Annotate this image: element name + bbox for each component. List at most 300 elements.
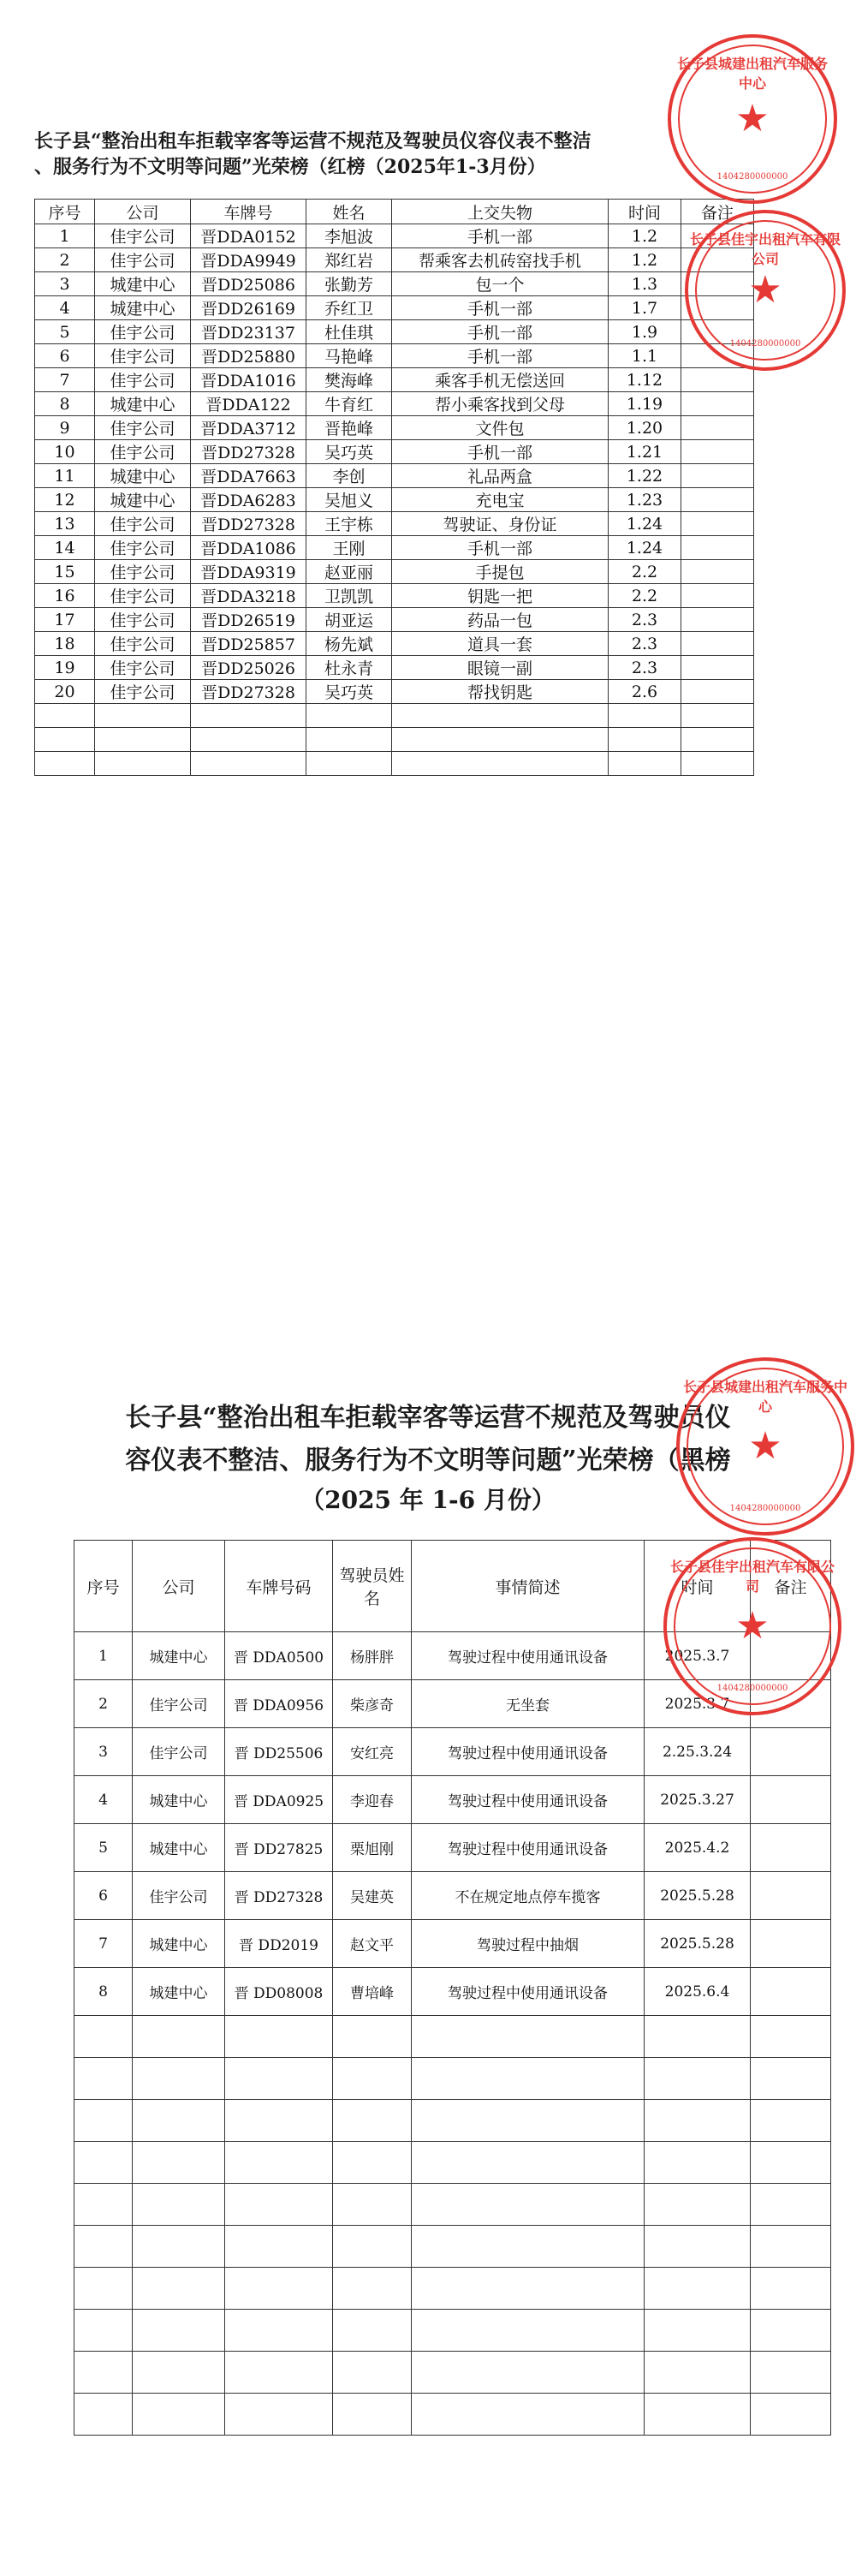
cell-detail: 充电宝 bbox=[392, 488, 609, 512]
cell-remark bbox=[751, 1728, 831, 1776]
header-item: 上交失物 bbox=[392, 200, 609, 224]
empty-cell bbox=[645, 2100, 751, 2142]
empty-cell bbox=[333, 2184, 412, 2226]
empty-cell bbox=[751, 2226, 831, 2268]
table-row bbox=[35, 320, 754, 344]
empty-cell bbox=[225, 2058, 333, 2100]
cell-index: 6 bbox=[74, 1872, 133, 1920]
header-company: 公司 bbox=[133, 1541, 225, 1632]
empty-cell bbox=[412, 2352, 645, 2394]
empty-cell bbox=[74, 2394, 133, 2436]
cell-name: 李创 bbox=[306, 464, 392, 488]
cell-date: 1.21 bbox=[609, 440, 681, 464]
cell-index: 5 bbox=[35, 320, 95, 344]
empty-table-row bbox=[74, 2058, 831, 2100]
cell-plate: 晋 DD27328 bbox=[225, 1872, 333, 1920]
empty-cell bbox=[645, 2226, 751, 2268]
table-row bbox=[35, 344, 754, 368]
table-row bbox=[35, 416, 754, 440]
table-row bbox=[35, 488, 754, 512]
cell-remark bbox=[681, 632, 754, 656]
cell-index: 6 bbox=[35, 344, 95, 368]
cell-detail: 手提包 bbox=[392, 560, 609, 584]
header-index: 序号 bbox=[74, 1541, 133, 1632]
cell-plate: 晋DD25880 bbox=[191, 344, 306, 368]
cell-name: 赵文平 bbox=[333, 1920, 412, 1968]
empty-cell bbox=[74, 2310, 133, 2352]
table-row bbox=[74, 1872, 831, 1920]
empty-cell bbox=[412, 2394, 645, 2436]
cell-detail: 手机一部 bbox=[392, 296, 609, 320]
empty-cell bbox=[133, 2016, 225, 2058]
empty-cell bbox=[225, 2310, 333, 2352]
empty-cell bbox=[35, 704, 95, 728]
stamp-number: 1404280000000 bbox=[729, 1504, 801, 1513]
empty-cell bbox=[191, 728, 306, 752]
cell-company: 佳宇公司 bbox=[133, 1680, 225, 1728]
cell-index: 1 bbox=[35, 224, 95, 248]
black-list-title-line1: 长子县“整治出租车拒载宰客等运营不规范及驾驶员仪 bbox=[125, 1403, 731, 1433]
empty-cell bbox=[133, 2226, 225, 2268]
empty-cell bbox=[225, 2142, 333, 2184]
cell-company: 城建中心 bbox=[95, 488, 191, 512]
empty-cell bbox=[133, 2268, 225, 2310]
empty-table-row bbox=[35, 752, 754, 776]
empty-table-row bbox=[74, 2016, 831, 2058]
cell-index: 2 bbox=[35, 248, 95, 272]
cell-name: 赵亚丽 bbox=[306, 560, 392, 584]
cell-company: 城建中心 bbox=[95, 464, 191, 488]
empty-cell bbox=[133, 2142, 225, 2184]
cell-plate: 晋 DD25506 bbox=[225, 1728, 333, 1776]
table-row bbox=[74, 1968, 831, 2016]
cell-name: 杜永青 bbox=[306, 656, 392, 680]
cell-index: 4 bbox=[74, 1776, 133, 1824]
red-list-title-line1: 长子县“整治出租车拒载宰客等运营不规范及驾驶员仪容仪表不整洁 bbox=[34, 130, 591, 152]
table-row bbox=[35, 248, 754, 272]
cell-plate: 晋DDA1016 bbox=[191, 368, 306, 392]
table-header-row bbox=[35, 200, 754, 224]
cell-date: 2025.6.4 bbox=[645, 1968, 751, 2016]
cell-plate: 晋 DD08008 bbox=[225, 1968, 333, 2016]
cell-company: 佳宇公司 bbox=[95, 584, 191, 608]
empty-cell bbox=[95, 704, 191, 728]
cell-index: 2 bbox=[74, 1680, 133, 1728]
cell-date: 2.2 bbox=[609, 584, 681, 608]
cell-plate: 晋DD23137 bbox=[191, 320, 306, 344]
header-index: 序号 bbox=[35, 200, 95, 224]
empty-cell bbox=[645, 2058, 751, 2100]
empty-cell bbox=[412, 2100, 645, 2142]
empty-table-row bbox=[74, 2268, 831, 2310]
table-row bbox=[35, 632, 754, 656]
cell-company: 佳宇公司 bbox=[95, 536, 191, 560]
empty-cell bbox=[225, 2394, 333, 2436]
empty-cell bbox=[412, 2142, 645, 2184]
cell-plate: 晋 DDA0500 bbox=[225, 1632, 333, 1680]
empty-cell bbox=[225, 2268, 333, 2310]
cell-date: 1.19 bbox=[609, 392, 681, 416]
empty-cell bbox=[412, 2184, 645, 2226]
cell-name: 王宇栋 bbox=[306, 512, 392, 536]
cell-detail: 手机一部 bbox=[392, 536, 609, 560]
empty-cell bbox=[225, 2352, 333, 2394]
empty-cell bbox=[133, 2310, 225, 2352]
cell-company: 城建中心 bbox=[95, 392, 191, 416]
cell-company: 佳宇公司 bbox=[95, 320, 191, 344]
empty-table-row bbox=[74, 2310, 831, 2352]
table-row bbox=[74, 1920, 831, 1968]
stamp-text: 长子县佳宇出租汽车有限公司 bbox=[669, 1559, 835, 1595]
empty-cell bbox=[191, 752, 306, 776]
empty-cell bbox=[751, 2394, 831, 2436]
table-row bbox=[35, 272, 754, 296]
cell-detail: 驾驶证、身份证 bbox=[392, 512, 609, 536]
cell-detail: 驾驶过程中使用通讯设备 bbox=[412, 1824, 645, 1872]
cell-index: 14 bbox=[35, 536, 95, 560]
cell-date: 2.3 bbox=[609, 632, 681, 656]
cell-name: 曹培峰 bbox=[333, 1968, 412, 2016]
cell-plate: 晋DD27328 bbox=[191, 440, 306, 464]
cell-date: 2025.3.7 bbox=[645, 1632, 751, 1680]
table-row bbox=[35, 536, 754, 560]
cell-name: 王刚 bbox=[306, 536, 392, 560]
cell-detail: 帮找钥匙 bbox=[392, 680, 609, 704]
cell-index: 7 bbox=[35, 368, 95, 392]
cell-index: 20 bbox=[35, 680, 95, 704]
table-row bbox=[35, 464, 754, 488]
empty-cell bbox=[751, 2352, 831, 2394]
header-company: 公司 bbox=[95, 200, 191, 224]
stamp-number: 1404280000000 bbox=[729, 339, 801, 349]
company-seal-stamp bbox=[663, 1537, 841, 1715]
cell-remark bbox=[681, 512, 754, 536]
cell-detail: 帮小乘客找到父母 bbox=[392, 392, 609, 416]
cell-plate: 晋 DD2019 bbox=[225, 1920, 333, 1968]
empty-cell bbox=[609, 752, 681, 776]
cell-plate: 晋 DDA0925 bbox=[225, 1776, 333, 1824]
empty-cell bbox=[191, 704, 306, 728]
stamp-number: 1404280000000 bbox=[716, 172, 788, 182]
empty-cell bbox=[751, 2268, 831, 2310]
header-name: 姓名 bbox=[306, 200, 392, 224]
cell-index: 7 bbox=[74, 1920, 133, 1968]
cell-remark bbox=[681, 440, 754, 464]
cell-index: 4 bbox=[35, 296, 95, 320]
cell-index: 3 bbox=[74, 1728, 133, 1776]
empty-cell bbox=[392, 704, 609, 728]
empty-cell bbox=[751, 2310, 831, 2352]
empty-cell bbox=[333, 2352, 412, 2394]
empty-cell bbox=[74, 2058, 133, 2100]
cell-plate: 晋DD26519 bbox=[191, 608, 306, 632]
cell-detail: 手机一部 bbox=[392, 440, 609, 464]
cell-index: 10 bbox=[35, 440, 95, 464]
cell-detail: 乘客手机无偿送回 bbox=[392, 368, 609, 392]
table-row bbox=[35, 560, 754, 584]
cell-company: 佳宇公司 bbox=[95, 416, 191, 440]
empty-cell bbox=[95, 752, 191, 776]
cell-company: 城建中心 bbox=[133, 1920, 225, 1968]
cell-name: 栗旭刚 bbox=[333, 1824, 412, 1872]
empty-cell bbox=[333, 2142, 412, 2184]
cell-plate: 晋 DDA0956 bbox=[225, 1680, 333, 1728]
empty-cell bbox=[225, 2184, 333, 2226]
cell-company: 城建中心 bbox=[95, 272, 191, 296]
cell-name: 张勤芳 bbox=[306, 272, 392, 296]
cell-date: 1.9 bbox=[609, 320, 681, 344]
empty-cell bbox=[392, 728, 609, 752]
cell-date: 2.3 bbox=[609, 608, 681, 632]
empty-cell bbox=[681, 752, 754, 776]
cell-plate: 晋DDA122 bbox=[191, 392, 306, 416]
cell-date: 1.24 bbox=[609, 536, 681, 560]
company-seal-stamp bbox=[668, 34, 837, 204]
cell-remark bbox=[681, 488, 754, 512]
empty-cell bbox=[412, 2016, 645, 2058]
cell-detail: 包一个 bbox=[392, 272, 609, 296]
cell-name: 晋艳峰 bbox=[306, 416, 392, 440]
cell-index: 8 bbox=[74, 1968, 133, 2016]
empty-table-row bbox=[74, 2226, 831, 2268]
cell-date: 2.2 bbox=[609, 560, 681, 584]
black-list-title-line3: （2025 年 1-6 月份） bbox=[300, 1486, 556, 1514]
cell-plate: 晋DD27328 bbox=[191, 512, 306, 536]
empty-cell bbox=[751, 2100, 831, 2142]
table-row bbox=[74, 1728, 831, 1776]
table-row bbox=[35, 296, 754, 320]
cell-detail: 驾驶过程中使用通讯设备 bbox=[412, 1632, 645, 1680]
cell-company: 佳宇公司 bbox=[133, 1872, 225, 1920]
star-icon: ★ bbox=[735, 97, 770, 140]
empty-cell bbox=[225, 2016, 333, 2058]
empty-cell bbox=[333, 2268, 412, 2310]
cell-name: 郑红岩 bbox=[306, 248, 392, 272]
cell-date: 1.20 bbox=[609, 416, 681, 440]
empty-cell bbox=[645, 2310, 751, 2352]
empty-cell bbox=[333, 2226, 412, 2268]
empty-cell bbox=[609, 728, 681, 752]
cell-remark bbox=[751, 1872, 831, 1920]
cell-index: 13 bbox=[35, 512, 95, 536]
cell-index: 11 bbox=[35, 464, 95, 488]
empty-cell bbox=[333, 2016, 412, 2058]
black-list-title-line2: 容仪表不整洁、服务行为不文明等问题”光荣榜（黑榜 bbox=[125, 1446, 731, 1476]
empty-cell bbox=[751, 2142, 831, 2184]
header-plate: 车牌号码 bbox=[225, 1541, 333, 1632]
company-seal-stamp bbox=[685, 210, 846, 371]
cell-name: 吴旭义 bbox=[306, 488, 392, 512]
cell-name: 吴巧英 bbox=[306, 440, 392, 464]
cell-plate: 晋DD25857 bbox=[191, 632, 306, 656]
cell-plate: 晋DD25026 bbox=[191, 656, 306, 680]
empty-cell bbox=[412, 2310, 645, 2352]
cell-plate: 晋DDA6283 bbox=[191, 488, 306, 512]
cell-plate: 晋DDA1086 bbox=[191, 536, 306, 560]
cell-detail: 礼品两盒 bbox=[392, 464, 609, 488]
cell-plate: 晋DD27328 bbox=[191, 680, 306, 704]
cell-date: 1.3 bbox=[609, 272, 681, 296]
empty-cell bbox=[306, 704, 392, 728]
empty-cell bbox=[74, 2016, 133, 2058]
empty-cell bbox=[412, 2268, 645, 2310]
cell-name: 杨先斌 bbox=[306, 632, 392, 656]
cell-name: 马艳峰 bbox=[306, 344, 392, 368]
cell-remark bbox=[681, 656, 754, 680]
cell-name: 樊海峰 bbox=[306, 368, 392, 392]
cell-company: 城建中心 bbox=[95, 296, 191, 320]
cell-company: 佳宇公司 bbox=[95, 512, 191, 536]
empty-table-row bbox=[74, 2142, 831, 2184]
cell-date: 1.7 bbox=[609, 296, 681, 320]
cell-date: 1.12 bbox=[609, 368, 681, 392]
cell-company: 佳宇公司 bbox=[95, 344, 191, 368]
table-row bbox=[35, 392, 754, 416]
cell-index: 17 bbox=[35, 608, 95, 632]
cell-remark bbox=[681, 416, 754, 440]
cell-date: 2025.5.28 bbox=[645, 1920, 751, 1968]
header-date: 时间 bbox=[645, 1541, 751, 1632]
cell-remark bbox=[681, 680, 754, 704]
table-row bbox=[35, 608, 754, 632]
cell-name: 吴建英 bbox=[333, 1872, 412, 1920]
empty-cell bbox=[74, 2184, 133, 2226]
cell-remark bbox=[751, 1920, 831, 1968]
cell-detail: 手机一部 bbox=[392, 224, 609, 248]
empty-cell bbox=[74, 2142, 133, 2184]
star-icon: ★ bbox=[748, 1424, 782, 1468]
table-row bbox=[35, 656, 754, 680]
empty-cell bbox=[645, 2142, 751, 2184]
cell-remark bbox=[681, 464, 754, 488]
cell-plate: 晋DDA9949 bbox=[191, 248, 306, 272]
empty-cell bbox=[645, 2016, 751, 2058]
empty-table-row bbox=[35, 704, 754, 728]
cell-detail: 驾驶过程中使用通讯设备 bbox=[412, 1776, 645, 1824]
table-row bbox=[35, 512, 754, 536]
cell-name: 乔红卫 bbox=[306, 296, 392, 320]
empty-cell bbox=[306, 728, 392, 752]
cell-detail: 文件包 bbox=[392, 416, 609, 440]
cell-plate: 晋DDA0152 bbox=[191, 224, 306, 248]
cell-plate: 晋DDA3712 bbox=[191, 416, 306, 440]
cell-date: 1.2 bbox=[609, 248, 681, 272]
cell-detail: 帮乘客去机砖窑找手机 bbox=[392, 248, 609, 272]
empty-cell bbox=[333, 2100, 412, 2142]
stamp-text: 长子县城建出租汽车服务中心 bbox=[676, 56, 828, 92]
empty-cell bbox=[133, 2058, 225, 2100]
table-row bbox=[35, 440, 754, 464]
empty-cell bbox=[645, 2268, 751, 2310]
cell-name: 牛育红 bbox=[306, 392, 392, 416]
table-row bbox=[35, 680, 754, 704]
empty-table-row bbox=[74, 2184, 831, 2226]
header-description: 事情简述 bbox=[412, 1541, 645, 1632]
red-list-sheet bbox=[0, 0, 856, 1199]
empty-cell bbox=[333, 2058, 412, 2100]
empty-cell bbox=[74, 2268, 133, 2310]
cell-index: 12 bbox=[35, 488, 95, 512]
cell-remark bbox=[751, 1824, 831, 1872]
cell-company: 佳宇公司 bbox=[95, 560, 191, 584]
empty-cell bbox=[225, 2100, 333, 2142]
empty-cell bbox=[412, 2226, 645, 2268]
cell-remark bbox=[681, 368, 754, 392]
empty-cell bbox=[609, 704, 681, 728]
empty-table-row bbox=[74, 2394, 831, 2436]
cell-date: 1.23 bbox=[609, 488, 681, 512]
red-list-title-line2: 、服务行为不文明等问题”光荣榜（红榜（2025年1-3月份） bbox=[34, 156, 546, 178]
cell-company: 佳宇公司 bbox=[95, 368, 191, 392]
table-row bbox=[74, 1824, 831, 1872]
cell-detail: 手机一部 bbox=[392, 320, 609, 344]
empty-cell bbox=[751, 2016, 831, 2058]
empty-cell bbox=[74, 2100, 133, 2142]
header-remark: 备注 bbox=[681, 200, 754, 224]
table-row bbox=[35, 224, 754, 248]
cell-index: 5 bbox=[74, 1824, 133, 1872]
cell-date: 2025.3.27 bbox=[645, 1776, 751, 1824]
cell-company: 佳宇公司 bbox=[95, 656, 191, 680]
empty-table-row bbox=[74, 2352, 831, 2394]
empty-cell bbox=[681, 704, 754, 728]
cell-detail: 手机一部 bbox=[392, 344, 609, 368]
empty-cell bbox=[35, 728, 95, 752]
cell-index: 18 bbox=[35, 632, 95, 656]
cell-company: 佳宇公司 bbox=[95, 248, 191, 272]
cell-name: 李迎春 bbox=[333, 1776, 412, 1824]
cell-index: 9 bbox=[35, 416, 95, 440]
cell-company: 佳宇公司 bbox=[95, 608, 191, 632]
cell-remark bbox=[751, 1776, 831, 1824]
empty-table-row bbox=[74, 2100, 831, 2142]
empty-cell bbox=[74, 2352, 133, 2394]
cell-company: 城建中心 bbox=[133, 1968, 225, 2016]
empty-cell bbox=[95, 728, 191, 752]
cell-name: 杜佳琪 bbox=[306, 320, 392, 344]
table-row bbox=[35, 368, 754, 392]
cell-remark bbox=[681, 392, 754, 416]
cell-date: 2.25.3.24 bbox=[645, 1728, 751, 1776]
cell-date: 1.1 bbox=[609, 344, 681, 368]
cell-company: 佳宇公司 bbox=[95, 224, 191, 248]
cell-plate: 晋DD25086 bbox=[191, 272, 306, 296]
cell-remark bbox=[681, 608, 754, 632]
cell-name: 安红亮 bbox=[333, 1728, 412, 1776]
empty-cell bbox=[133, 2352, 225, 2394]
cell-date: 1.2 bbox=[609, 224, 681, 248]
cell-company: 佳宇公司 bbox=[133, 1728, 225, 1776]
cell-plate: 晋 DD27825 bbox=[225, 1824, 333, 1872]
cell-index: 19 bbox=[35, 656, 95, 680]
empty-cell bbox=[225, 2226, 333, 2268]
cell-date: 2025.3.7 bbox=[645, 1680, 751, 1728]
empty-cell bbox=[392, 752, 609, 776]
cell-detail: 眼镜一副 bbox=[392, 656, 609, 680]
cell-name: 柴彦奇 bbox=[333, 1680, 412, 1728]
empty-cell bbox=[133, 2100, 225, 2142]
cell-name: 李旭波 bbox=[306, 224, 392, 248]
cell-detail: 药品一包 bbox=[392, 608, 609, 632]
cell-name: 吴巧英 bbox=[306, 680, 392, 704]
star-icon: ★ bbox=[735, 1604, 770, 1648]
empty-cell bbox=[133, 2184, 225, 2226]
empty-cell bbox=[751, 2058, 831, 2100]
table-row bbox=[74, 1776, 831, 1824]
stamp-number: 1404280000000 bbox=[716, 1684, 788, 1693]
empty-cell bbox=[133, 2394, 225, 2436]
cell-plate: 晋DD26169 bbox=[191, 296, 306, 320]
